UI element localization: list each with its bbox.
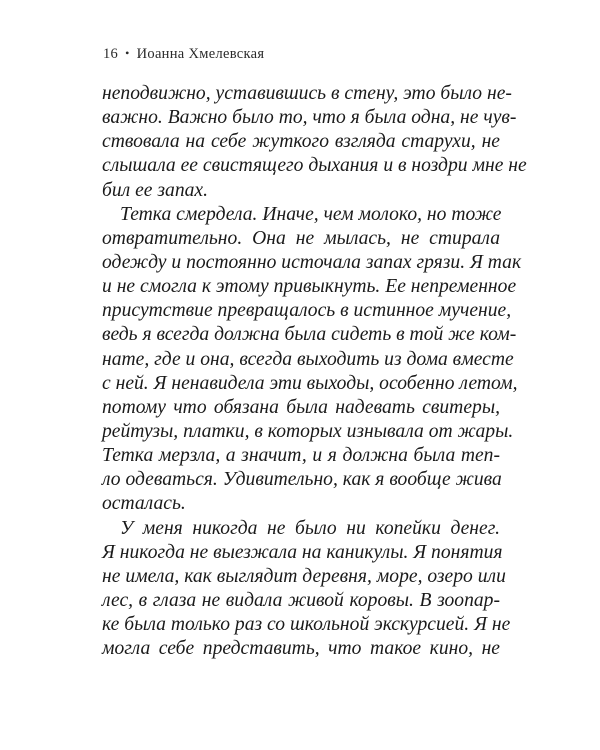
paragraph (102, 517, 511, 662)
text-line: и не смогла к этому привыкнуть. Ее непременное (102, 276, 517, 298)
header-separator: • (125, 46, 130, 60)
text-line: с ней. Я ненавидела эти выходы, особенно летом, (102, 372, 518, 394)
text-line: присутствие превращалось в истинное мучение, (102, 300, 512, 322)
paragraph (102, 203, 522, 517)
text-line: нате, где и она, всегда выходить из дома вместе (102, 348, 514, 370)
text-line: ведь я всегда должна была сидеть в той же ком- (102, 324, 517, 346)
text-line: Я никогда не выезжала на каникулы. Я понятия (102, 541, 503, 563)
text-line: потому что обязана была надевать свитеры, (102, 396, 500, 418)
text-line: бил ее запах. (102, 179, 209, 201)
text-line: ло одеваться. Удивительно, как я вообще жива (102, 469, 502, 491)
text-line: осталась. (102, 493, 186, 515)
text-line: неподвижно, уставившись в стену, это было не- (102, 83, 512, 104)
body-text (102, 82, 527, 661)
text-line: лес, в глаза не видала живой коровы. В зоопар- (102, 589, 500, 611)
text-line: важно. Важно было то, что я была одна, не чув- (102, 107, 517, 129)
text-line: рейтузы, платки, в которых изнывала от жары. (102, 420, 514, 442)
text-line: ке была только раз со школьной экскурсией. Я не (102, 614, 511, 636)
running-header (103, 46, 264, 63)
page-number: 16 (103, 46, 119, 62)
text-line: не имела, как выглядит деревня, море, озеро или (102, 565, 506, 587)
text-line: Тетка смердела. Иначе, чем молоко, но тоже (120, 203, 502, 225)
text-line: отвратительно. Она не мылась, не стирала (102, 227, 500, 249)
text-line: ствовала на себе жуткого взгляда старухи, не (102, 131, 500, 153)
text-line: одежду и постоянно источала запах грязи. Я так (102, 251, 522, 273)
text-line: Тетка мерзла, а значит, и я должна была теп- (102, 445, 500, 467)
text-line: могла себе представить, что такое кино, не (102, 638, 500, 660)
author-name: Иоанна Хмелевская (136, 46, 265, 62)
text-line: слышала ее свистящего дыхания и в ноздри мне не (102, 155, 527, 177)
paragraph (102, 82, 527, 203)
text-line: У меня никогда не было ни копейки денег. (120, 517, 500, 539)
